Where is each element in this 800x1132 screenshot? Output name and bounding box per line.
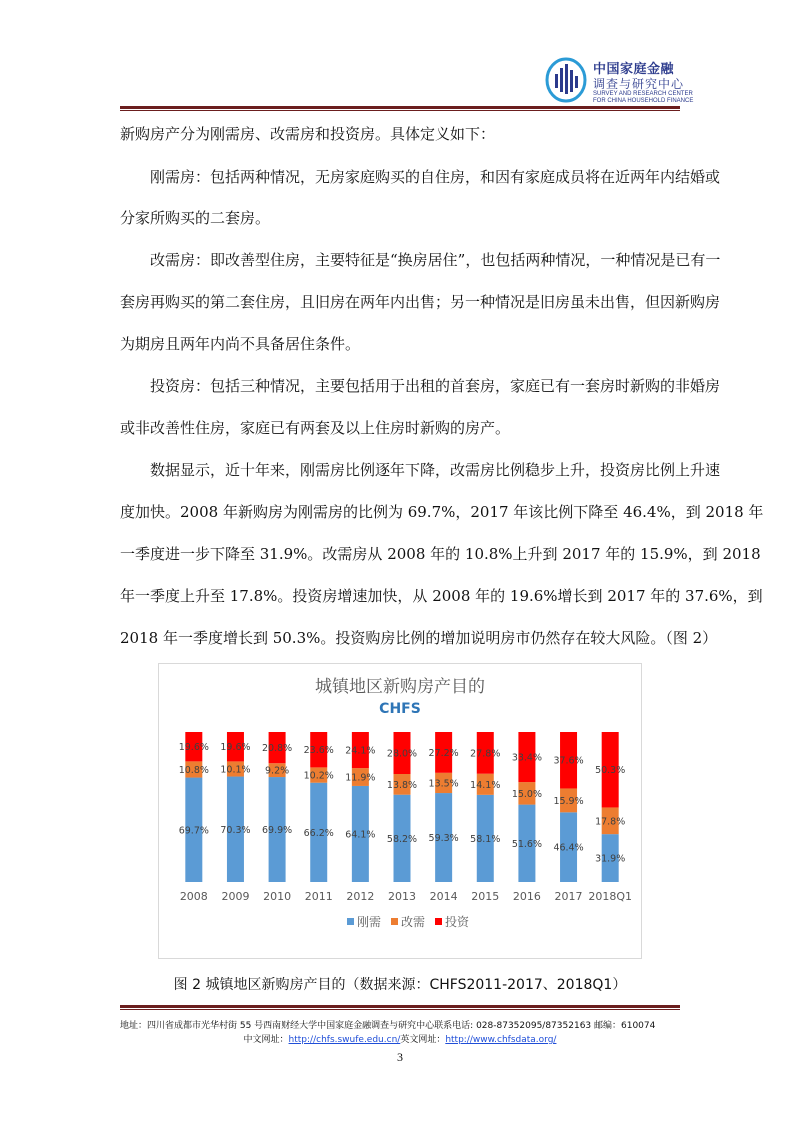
cn-site-link[interactable]: http://chfs.swufe.edu.cn/ bbox=[288, 1035, 401, 1045]
data-label-投资-2017: 37.6% bbox=[553, 755, 584, 767]
legend-swatch-刚需 bbox=[347, 918, 354, 925]
x-tick-label-2015: 2015 bbox=[471, 890, 500, 903]
data-label-投资-2012: 24.1% bbox=[345, 745, 376, 757]
data-label-改需-2014: 13.5% bbox=[428, 778, 459, 790]
paragraph-line-10: 度加快。2008 年新购房为刚需房的比例为 69.7%，2017 年该比例下降至 46.4%，到 2018 年 bbox=[120, 503, 764, 521]
data-label-改需-2010: 9.2% bbox=[265, 765, 290, 777]
data-label-刚需-2015: 58.1% bbox=[470, 833, 501, 845]
header-rule-thin bbox=[120, 110, 680, 111]
x-tick-label-2012: 2012 bbox=[346, 890, 375, 903]
legend-label-刚需: 刚需 bbox=[357, 915, 382, 929]
paragraph-line-1: 新购房产分为刚需房、改需房和投资房。具体定义如下： bbox=[120, 125, 496, 143]
data-label-刚需-2011: 66.2% bbox=[303, 827, 334, 839]
footer-rule-thin bbox=[120, 1009, 680, 1010]
legend-swatch-投资 bbox=[435, 918, 442, 925]
data-label-改需-2008: 10.8% bbox=[178, 764, 209, 776]
data-label-投资-2013: 28.0% bbox=[386, 748, 418, 760]
logo-title: 中国家庭金融 bbox=[593, 62, 675, 77]
paragraph-line-12: 年一季度上升至 17.8%。投资房增速加快，从 2008 年的 19.6%增长到 2017 年的 37.6%，到 bbox=[120, 587, 763, 605]
page-number: 3 bbox=[397, 1050, 403, 1064]
data-label-投资-2018Q1: 50.3% bbox=[595, 765, 626, 777]
paragraph-line-9: 数据显示，近十年来，刚需房比例逐年下降，改需房比例稳步上升，投资房比例上升速 bbox=[120, 461, 721, 479]
logo-english-line-1: SURVEY AND RESEARCH CENTER bbox=[593, 91, 693, 97]
x-tick-label-2008: 2008 bbox=[179, 890, 208, 903]
x-tick-label-2016: 2016 bbox=[512, 890, 541, 903]
data-label-投资-2015: 27.8% bbox=[470, 748, 501, 760]
paragraph-line-11: 一季度进一步下降至 31.9%。改需房从 2008 年的 10.8%上升到 2017 年的 15.9%，到 2018 bbox=[120, 545, 761, 563]
figure-caption: 图 2 城镇地区新购房产目的（数据来源：CHFS2011-2017、2018Q1） bbox=[173, 977, 627, 993]
data-label-投资-2010: 20.8% bbox=[261, 743, 293, 755]
paragraph-line-6: 为期房且两年内尚不具备居住条件。 bbox=[120, 335, 361, 353]
data-label-改需-2009: 10.1% bbox=[220, 764, 251, 776]
x-tick-label-2011: 2011 bbox=[304, 890, 333, 903]
data-label-改需-2016: 15.0% bbox=[511, 788, 543, 800]
logo-subtitle: 调查与研究中心 bbox=[593, 77, 685, 91]
chfs-logo bbox=[544, 54, 694, 108]
data-label-投资-2009: 19.6% bbox=[220, 742, 251, 754]
logo-english-line-2: FOR CHINA HOUSEHOLD FINANCE bbox=[593, 98, 694, 104]
paragraph-line-7: 投资房：包括三种情况，主要包括用于出租的首套房，家庭已有一套房时新购的非婚房 bbox=[120, 377, 721, 395]
data-label-投资-2008: 19.6% bbox=[178, 742, 209, 754]
header-rule bbox=[120, 106, 680, 109]
legend bbox=[347, 914, 470, 929]
data-label-改需-2012: 11.9% bbox=[345, 772, 376, 784]
x-tick-label-2009: 2009 bbox=[221, 890, 250, 903]
x-tick-group bbox=[180, 890, 632, 903]
data-label-刚需-2012: 64.1% bbox=[345, 829, 376, 841]
paragraph-line-4: 改需房：即改善型住房，主要特征是“换房居住”，也包括两种情况，一种情况是已有一 bbox=[120, 251, 721, 269]
footer-rule bbox=[120, 1005, 680, 1008]
footer-websites bbox=[0, 1032, 800, 1045]
data-label-改需-2011: 10.2% bbox=[303, 770, 334, 782]
stacked-bar-chart bbox=[159, 664, 641, 958]
paragraph-line-5: 套房再购买的第二套住房，且旧房在两年内出售；另一种情况是旧房虽未出售，但因新购房 bbox=[120, 293, 721, 311]
legend-swatch-改需 bbox=[391, 918, 398, 925]
footer-address: 地址：四川省成都市光华村街 55 号西南财经大学中国家庭金融调查与研究中心联系电话: 028-87352095/87352163 邮编：610074 bbox=[120, 1021, 656, 1031]
cn-site-label: 中文网址： bbox=[243, 1035, 289, 1045]
data-label-刚需-2017: 46.4% bbox=[553, 842, 584, 854]
data-label-改需-2013: 13.8% bbox=[386, 779, 418, 791]
data-label-改需-2015: 14.1% bbox=[470, 779, 501, 791]
x-tick-label-2013: 2013 bbox=[388, 890, 416, 903]
paragraph-line-8: 或非改善性住房，家庭已有两套及以上住房时新购的房产。 bbox=[120, 419, 511, 437]
data-label-投资-2014: 27.2% bbox=[428, 747, 459, 759]
x-tick-label-2018Q1: 2018Q1 bbox=[588, 890, 633, 903]
data-label-改需-2017: 15.9% bbox=[553, 795, 584, 807]
data-label-投资-2016: 33.4% bbox=[511, 752, 543, 764]
en-site-link[interactable]: http://www.chfsdata.org/ bbox=[445, 1035, 557, 1045]
paragraph-line-3: 分家所购买的二套房。 bbox=[120, 209, 271, 227]
data-label-刚需-2014: 59.3% bbox=[428, 833, 459, 845]
paragraph-line-13: 2018 年一季度增长到 50.3%。投资购房比例的增加说明房市仍然存在较大风险。（图 2） bbox=[120, 629, 718, 647]
data-label-刚需-2016: 51.6% bbox=[511, 838, 543, 850]
data-label-投资-2011: 23.6% bbox=[303, 745, 334, 757]
legend-label-投资: 投资 bbox=[445, 915, 470, 929]
x-tick-label-2010: 2010 bbox=[263, 890, 292, 903]
data-label-刚需-2010: 69.9% bbox=[261, 825, 293, 837]
chart-subtitle: CHFS bbox=[379, 701, 421, 717]
data-label-刚需-2018Q1: 31.9% bbox=[595, 853, 626, 865]
legend-label-改需: 改需 bbox=[401, 915, 426, 929]
en-site-label: 英文网址： bbox=[400, 1035, 446, 1045]
paragraph-line-2: 刚需房：包括两种情况，无房家庭购买的自住房，和因有家庭成员将在近两年内结婚或 bbox=[120, 168, 721, 186]
data-label-刚需-2013: 58.2% bbox=[386, 833, 418, 845]
data-label-改需-2018Q1: 17.8% bbox=[595, 816, 626, 828]
chart-title: 城镇地区新购房产目的 bbox=[315, 677, 485, 697]
data-label-刚需-2008: 69.7% bbox=[178, 825, 209, 837]
x-tick-label-2014: 2014 bbox=[429, 890, 458, 903]
x-tick-label-2017: 2017 bbox=[554, 890, 583, 903]
data-label-刚需-2009: 70.3% bbox=[220, 824, 251, 836]
chfs-logo-icon bbox=[544, 54, 588, 106]
chart-container bbox=[158, 663, 642, 959]
